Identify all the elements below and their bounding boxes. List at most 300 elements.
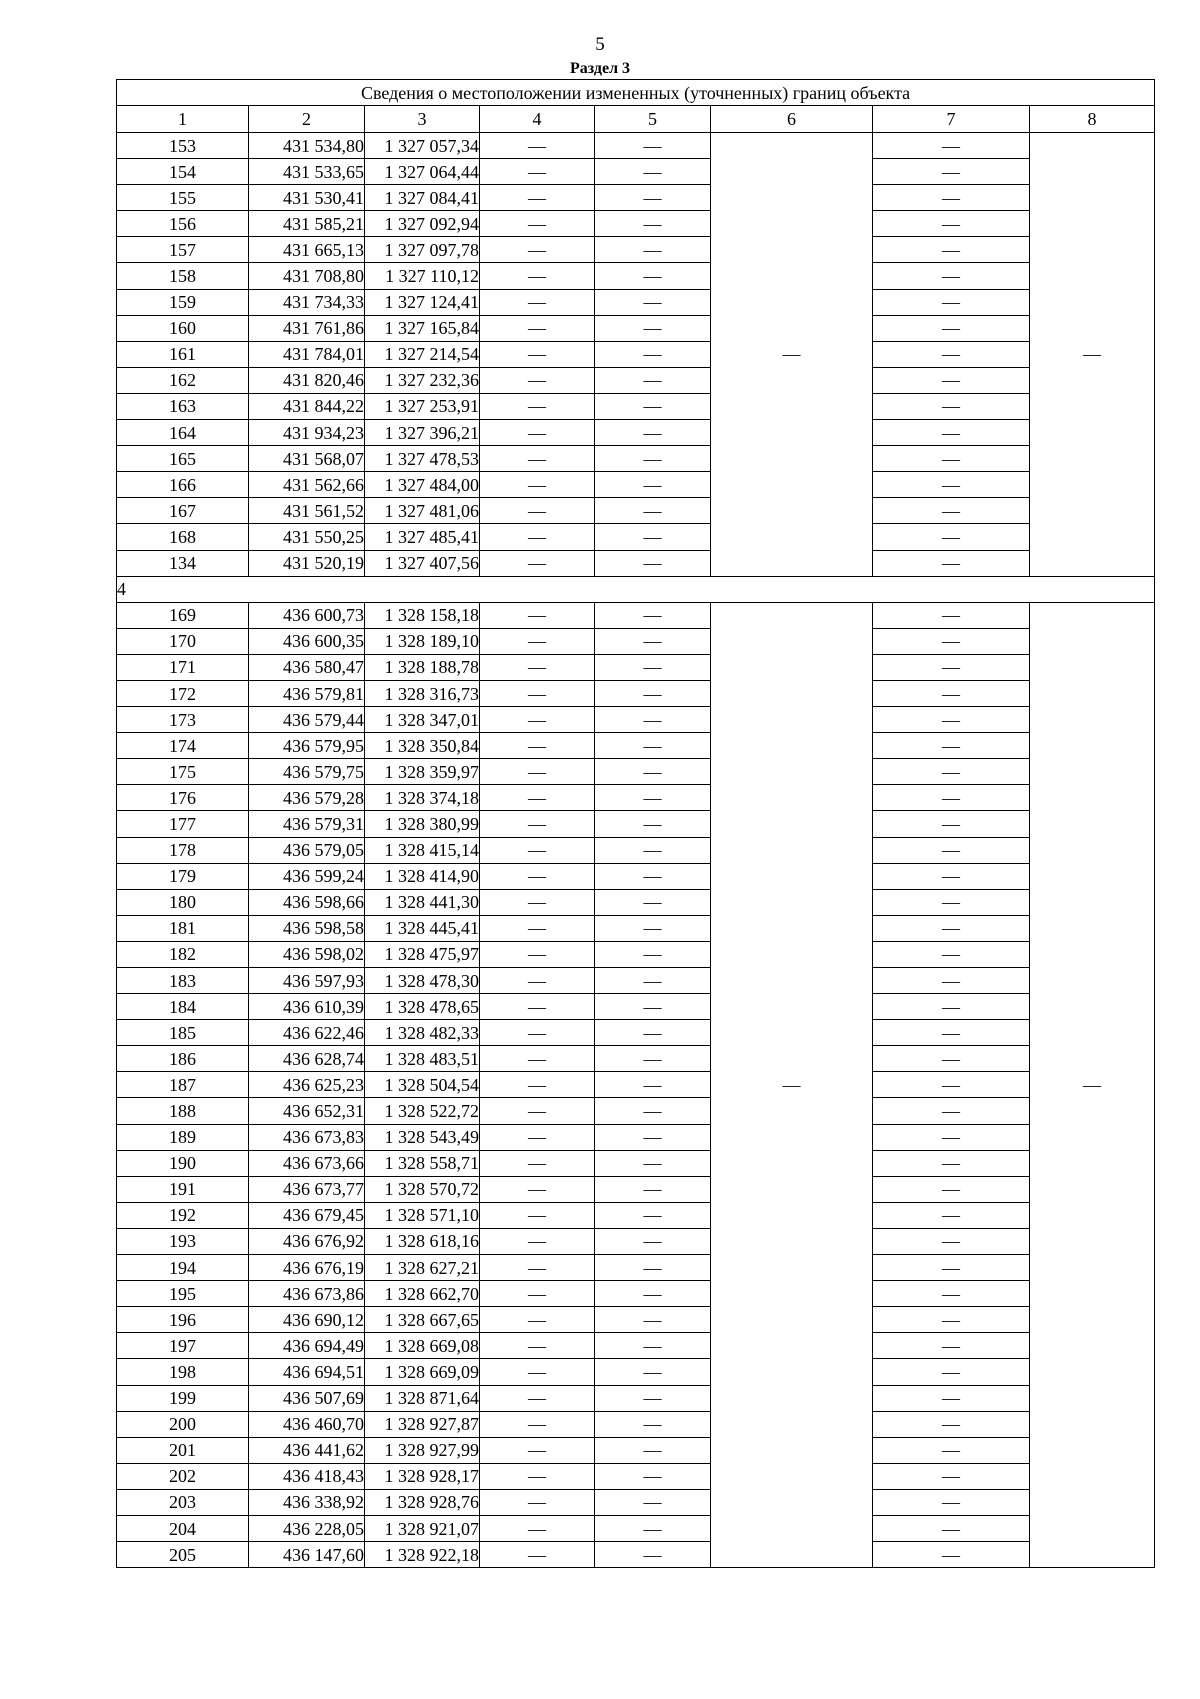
coordinate-x: 436 147,60: [249, 1542, 365, 1568]
table-row: [117, 1515, 1155, 1541]
col7-value: —: [873, 1020, 1030, 1046]
coordinate-y: 1 328 414,90: [365, 863, 480, 889]
point-number: 184: [117, 994, 249, 1020]
col4-value: —: [480, 367, 595, 393]
col7-value: —: [873, 159, 1030, 185]
table-row: [117, 185, 1155, 211]
table-row: [117, 341, 1155, 367]
col5-value: —: [595, 1176, 711, 1202]
coordinate-y: 1 328 316,73: [365, 680, 480, 706]
col4-value: —: [480, 628, 595, 654]
col4-value: —: [480, 707, 595, 733]
coordinate-x: 436 679,45: [249, 1202, 365, 1228]
table-body: [117, 133, 1155, 1568]
col5-value: —: [595, 159, 711, 185]
column-header: 1: [117, 106, 249, 133]
col5-value: —: [595, 1098, 711, 1124]
col4-value: —: [480, 1542, 595, 1568]
point-number: 189: [117, 1124, 249, 1150]
coordinate-y: 1 327 097,78: [365, 237, 480, 263]
table-row: [117, 1020, 1155, 1046]
col7-value: —: [873, 1098, 1030, 1124]
coordinate-y: 1 328 478,30: [365, 968, 480, 994]
point-number: 182: [117, 941, 249, 967]
col4-value: —: [480, 420, 595, 446]
table-row: [117, 994, 1155, 1020]
col4-value: —: [480, 1437, 595, 1463]
col5-value: —: [595, 263, 711, 289]
coordinate-x: 431 562,66: [249, 472, 365, 498]
coordinate-y: 1 328 483,51: [365, 1046, 480, 1072]
table-row: [117, 211, 1155, 237]
coordinate-y: 1 328 927,87: [365, 1411, 480, 1437]
col5-value: —: [595, 733, 711, 759]
point-number: 159: [117, 289, 249, 315]
point-number: 194: [117, 1255, 249, 1281]
coordinate-x: 436 579,31: [249, 811, 365, 837]
table-row: [117, 1098, 1155, 1124]
coordinate-x: 436 441,62: [249, 1437, 365, 1463]
col5-value: —: [595, 211, 711, 237]
col5-value: —: [595, 393, 711, 419]
point-number: 158: [117, 263, 249, 289]
coordinate-y: 1 327 057,34: [365, 133, 480, 159]
col7-value: —: [873, 1255, 1030, 1281]
coordinate-x: 436 579,05: [249, 837, 365, 863]
col4-value: —: [480, 1359, 595, 1385]
coordinate-x: 436 694,51: [249, 1359, 365, 1385]
col7-value: —: [873, 498, 1030, 524]
col5-value: —: [595, 367, 711, 393]
col4-value: —: [480, 811, 595, 837]
table-row: [117, 602, 1155, 628]
col4-value: —: [480, 680, 595, 706]
point-number: 199: [117, 1385, 249, 1411]
col7-value: —: [873, 289, 1030, 315]
point-number: 134: [117, 550, 249, 576]
col5-value: —: [595, 1124, 711, 1150]
col5-value: —: [595, 785, 711, 811]
point-number: 177: [117, 811, 249, 837]
col4-value: —: [480, 289, 595, 315]
col5-value: —: [595, 1333, 711, 1359]
coordinate-x: 431 708,80: [249, 263, 365, 289]
table-row: [117, 446, 1155, 472]
col4-value: —: [480, 994, 595, 1020]
coordinate-y: 1 328 504,54: [365, 1072, 480, 1098]
table-row: [117, 315, 1155, 341]
group-label: 4: [117, 576, 1155, 602]
col7-value: —: [873, 915, 1030, 941]
point-number: 200: [117, 1411, 249, 1437]
point-number: 198: [117, 1359, 249, 1385]
coordinate-y: 1 328 571,10: [365, 1202, 480, 1228]
point-number: 196: [117, 1307, 249, 1333]
coordinate-x: 436 673,83: [249, 1124, 365, 1150]
coordinate-x: 436 579,44: [249, 707, 365, 733]
table-row: [117, 811, 1155, 837]
col7-value: —: [873, 680, 1030, 706]
coordinate-x: 436 579,81: [249, 680, 365, 706]
coordinate-x: 431 934,23: [249, 420, 365, 446]
column-header-row: [117, 106, 1155, 133]
col4-value: —: [480, 1307, 595, 1333]
col4-value: —: [480, 1463, 595, 1489]
col5-value: —: [595, 524, 711, 550]
col7-value: —: [873, 1307, 1030, 1333]
col5-value: —: [595, 1542, 711, 1568]
coordinate-x: 431 784,01: [249, 341, 365, 367]
col7-value: —: [873, 133, 1030, 159]
table-row: [117, 263, 1155, 289]
coordinate-y: 1 328 158,18: [365, 602, 480, 628]
coordinate-x: 436 622,46: [249, 1020, 365, 1046]
point-number: 195: [117, 1281, 249, 1307]
table-row: [117, 733, 1155, 759]
point-number: 174: [117, 733, 249, 759]
coordinate-y: 1 327 253,91: [365, 393, 480, 419]
col7-value: —: [873, 472, 1030, 498]
point-number: 193: [117, 1228, 249, 1254]
col5-value: —: [595, 1515, 711, 1541]
col7-value: —: [873, 1202, 1030, 1228]
coordinate-x: 431 734,33: [249, 289, 365, 315]
col4-value: —: [480, 393, 595, 419]
col7-value: —: [873, 759, 1030, 785]
col7-value: —: [873, 628, 1030, 654]
point-number: 169: [117, 602, 249, 628]
col6-merged-value: —: [711, 602, 873, 1567]
col4-value: —: [480, 185, 595, 211]
coordinate-x: 431 534,80: [249, 133, 365, 159]
col4-value: —: [480, 550, 595, 576]
col4-value: —: [480, 1020, 595, 1046]
col4-value: —: [480, 1228, 595, 1254]
table-row: [117, 1463, 1155, 1489]
col4-value: —: [480, 889, 595, 915]
point-number: 170: [117, 628, 249, 654]
table-row: [117, 915, 1155, 941]
table-row: [117, 1046, 1155, 1072]
col4-value: —: [480, 1515, 595, 1541]
col4-value: —: [480, 654, 595, 680]
col4-value: —: [480, 733, 595, 759]
col5-value: —: [595, 341, 711, 367]
coordinate-x: 436 338,92: [249, 1489, 365, 1515]
col5-value: —: [595, 863, 711, 889]
col4-value: —: [480, 1489, 595, 1515]
coordinate-x: 431 530,41: [249, 185, 365, 211]
col7-value: —: [873, 785, 1030, 811]
col4-value: —: [480, 133, 595, 159]
table-row: [117, 680, 1155, 706]
col8-merged-value: —: [1030, 602, 1155, 1567]
col4-value: —: [480, 211, 595, 237]
coordinate-y: 1 328 445,41: [365, 915, 480, 941]
point-number: 187: [117, 1072, 249, 1098]
col7-value: —: [873, 837, 1030, 863]
col4-value: —: [480, 1176, 595, 1202]
col4-value: —: [480, 759, 595, 785]
col5-value: —: [595, 237, 711, 263]
coordinate-y: 1 328 627,21: [365, 1255, 480, 1281]
col7-value: —: [873, 1124, 1030, 1150]
column-header: 7: [873, 106, 1030, 133]
point-number: 181: [117, 915, 249, 941]
coordinate-x: 431 820,46: [249, 367, 365, 393]
coordinate-x: 436 600,35: [249, 628, 365, 654]
table-row: [117, 1150, 1155, 1176]
col7-value: —: [873, 889, 1030, 915]
point-number: 191: [117, 1176, 249, 1202]
col5-value: —: [595, 628, 711, 654]
table-row: [117, 837, 1155, 863]
col7-value: —: [873, 393, 1030, 419]
point-number: 172: [117, 680, 249, 706]
col4-value: —: [480, 915, 595, 941]
col4-value: —: [480, 863, 595, 889]
coordinate-x: 436 676,92: [249, 1228, 365, 1254]
page-number: 5: [595, 34, 605, 55]
col4-value: —: [480, 446, 595, 472]
col4-value: —: [480, 837, 595, 863]
point-number: 171: [117, 654, 249, 680]
table-row: [117, 237, 1155, 263]
col4-value: —: [480, 1281, 595, 1307]
point-number: 173: [117, 707, 249, 733]
column-header: 3: [365, 106, 480, 133]
col7-value: —: [873, 1176, 1030, 1202]
point-number: 162: [117, 367, 249, 393]
col7-value: —: [873, 524, 1030, 550]
column-header: 4: [480, 106, 595, 133]
point-number: 153: [117, 133, 249, 159]
coordinate-y: 1 327 478,53: [365, 446, 480, 472]
col5-value: —: [595, 1255, 711, 1281]
point-number: 205: [117, 1542, 249, 1568]
col4-value: —: [480, 1046, 595, 1072]
col5-value: —: [595, 915, 711, 941]
coordinate-y: 1 328 441,30: [365, 889, 480, 915]
col5-value: —: [595, 1385, 711, 1411]
col7-value: —: [873, 420, 1030, 446]
col7-value: —: [873, 1515, 1030, 1541]
coordinate-y: 1 328 543,49: [365, 1124, 480, 1150]
col5-value: —: [595, 1307, 711, 1333]
table-row: [117, 628, 1155, 654]
point-number: 167: [117, 498, 249, 524]
col5-value: —: [595, 289, 711, 315]
coordinate-y: 1 328 669,09: [365, 1359, 480, 1385]
table-row: [117, 654, 1155, 680]
coordinate-x: 436 579,75: [249, 759, 365, 785]
coordinate-x: 436 228,05: [249, 1515, 365, 1541]
coordinate-x: 436 418,43: [249, 1463, 365, 1489]
point-number: 192: [117, 1202, 249, 1228]
col4-value: —: [480, 263, 595, 289]
coordinate-y: 1 328 189,10: [365, 628, 480, 654]
point-number: 155: [117, 185, 249, 211]
col4-value: —: [480, 524, 595, 550]
col7-value: —: [873, 341, 1030, 367]
coordinate-x: 436 599,24: [249, 863, 365, 889]
col7-value: —: [873, 1359, 1030, 1385]
point-number: 201: [117, 1437, 249, 1463]
point-number: 188: [117, 1098, 249, 1124]
col5-value: —: [595, 1202, 711, 1228]
col5-value: —: [595, 1228, 711, 1254]
col5-value: —: [595, 994, 711, 1020]
point-number: 185: [117, 1020, 249, 1046]
column-header: 2: [249, 106, 365, 133]
col5-value: —: [595, 889, 711, 915]
coordinate-y: 1 328 928,76: [365, 1489, 480, 1515]
table-row: [117, 1542, 1155, 1568]
col7-value: —: [873, 968, 1030, 994]
coordinate-x: 431 761,86: [249, 315, 365, 341]
table-row: [117, 863, 1155, 889]
point-number: 180: [117, 889, 249, 915]
table-row: [117, 707, 1155, 733]
table-row: [117, 1333, 1155, 1359]
point-number: 164: [117, 420, 249, 446]
coordinate-x: 431 520,19: [249, 550, 365, 576]
col5-value: —: [595, 602, 711, 628]
col5-value: —: [595, 498, 711, 524]
col5-value: —: [595, 420, 711, 446]
col7-value: —: [873, 550, 1030, 576]
table-row: [117, 1124, 1155, 1150]
col7-value: —: [873, 733, 1030, 759]
col4-value: —: [480, 341, 595, 367]
table-row: [117, 550, 1155, 576]
coordinate-x: 431 665,13: [249, 237, 365, 263]
col5-value: —: [595, 707, 711, 733]
coordinate-y: 1 328 927,99: [365, 1437, 480, 1463]
col5-value: —: [595, 837, 711, 863]
coordinate-y: 1 327 064,44: [365, 159, 480, 185]
col7-value: —: [873, 185, 1030, 211]
point-number: 202: [117, 1463, 249, 1489]
col4-value: —: [480, 1150, 595, 1176]
col7-value: —: [873, 263, 1030, 289]
col7-value: —: [873, 367, 1030, 393]
point-number: 157: [117, 237, 249, 263]
col5-value: —: [595, 550, 711, 576]
table-row: [117, 159, 1155, 185]
coordinate-x: 436 610,39: [249, 994, 365, 1020]
col4-value: —: [480, 1124, 595, 1150]
point-number: 163: [117, 393, 249, 419]
coordinate-x: 436 597,93: [249, 968, 365, 994]
coordinate-x: 436 673,77: [249, 1176, 365, 1202]
table-row: [117, 968, 1155, 994]
coordinate-y: 1 328 415,14: [365, 837, 480, 863]
col4-value: —: [480, 1255, 595, 1281]
coordinate-y: 1 328 188,78: [365, 654, 480, 680]
coordinate-y: 1 328 928,17: [365, 1463, 480, 1489]
coordinate-y: 1 327 485,41: [365, 524, 480, 550]
coordinate-y: 1 327 232,36: [365, 367, 480, 393]
coordinate-y: 1 327 484,00: [365, 472, 480, 498]
coordinate-y: 1 328 380,99: [365, 811, 480, 837]
column-header: 8: [1030, 106, 1155, 133]
group-header-row: [117, 576, 1155, 602]
col5-value: —: [595, 1150, 711, 1176]
table-row: [117, 1307, 1155, 1333]
col4-value: —: [480, 1098, 595, 1124]
col5-value: —: [595, 1281, 711, 1307]
point-number: 204: [117, 1515, 249, 1541]
point-number: 203: [117, 1489, 249, 1515]
col7-value: —: [873, 211, 1030, 237]
point-number: 197: [117, 1333, 249, 1359]
coordinate-x: 436 579,28: [249, 785, 365, 811]
coordinate-y: 1 328 922,18: [365, 1542, 480, 1568]
coordinate-x: 436 579,95: [249, 733, 365, 759]
col5-value: —: [595, 315, 711, 341]
coordinate-x: 436 600,73: [249, 602, 365, 628]
coordinate-y: 1 327 481,06: [365, 498, 480, 524]
coordinate-x: 436 598,58: [249, 915, 365, 941]
col4-value: —: [480, 941, 595, 967]
table-row: [117, 889, 1155, 915]
col7-value: —: [873, 1046, 1030, 1072]
col5-value: —: [595, 1411, 711, 1437]
coordinate-y: 1 328 347,01: [365, 707, 480, 733]
table-row: [117, 1228, 1155, 1254]
point-number: 156: [117, 211, 249, 237]
coordinate-x: 431 844,22: [249, 393, 365, 419]
coordinate-x: 431 533,65: [249, 159, 365, 185]
point-number: 186: [117, 1046, 249, 1072]
coordinate-x: 436 628,74: [249, 1046, 365, 1072]
coordinate-y: 1 327 214,54: [365, 341, 480, 367]
col5-value: —: [595, 759, 711, 785]
coordinate-y: 1 327 407,56: [365, 550, 480, 576]
col5-value: —: [595, 1046, 711, 1072]
point-number: 161: [117, 341, 249, 367]
col4-value: —: [480, 1411, 595, 1437]
table-row: [117, 1359, 1155, 1385]
col7-value: —: [873, 602, 1030, 628]
coordinate-y: 1 328 662,70: [365, 1281, 480, 1307]
table-caption: Сведения о местоположении измененных (уточненных) границ объекта: [117, 80, 1155, 106]
col4-value: —: [480, 1385, 595, 1411]
col4-value: —: [480, 237, 595, 263]
col4-value: —: [480, 602, 595, 628]
coordinate-y: 1 328 522,72: [365, 1098, 480, 1124]
col7-value: —: [873, 315, 1030, 341]
col5-value: —: [595, 446, 711, 472]
col7-value: —: [873, 1150, 1030, 1176]
coordinate-y: 1 327 396,21: [365, 420, 480, 446]
coordinate-y: 1 328 475,97: [365, 941, 480, 967]
col5-value: —: [595, 1072, 711, 1098]
table-row: [117, 1489, 1155, 1515]
col4-value: —: [480, 1202, 595, 1228]
table-row: [117, 1281, 1155, 1307]
col4-value: —: [480, 472, 595, 498]
col7-value: —: [873, 1333, 1030, 1359]
col4-value: —: [480, 315, 595, 341]
col7-value: —: [873, 446, 1030, 472]
table-row: [117, 420, 1155, 446]
coordinate-x: 431 585,21: [249, 211, 365, 237]
col7-value: —: [873, 1411, 1030, 1437]
coordinate-x: 436 652,31: [249, 1098, 365, 1124]
point-number: 178: [117, 837, 249, 863]
